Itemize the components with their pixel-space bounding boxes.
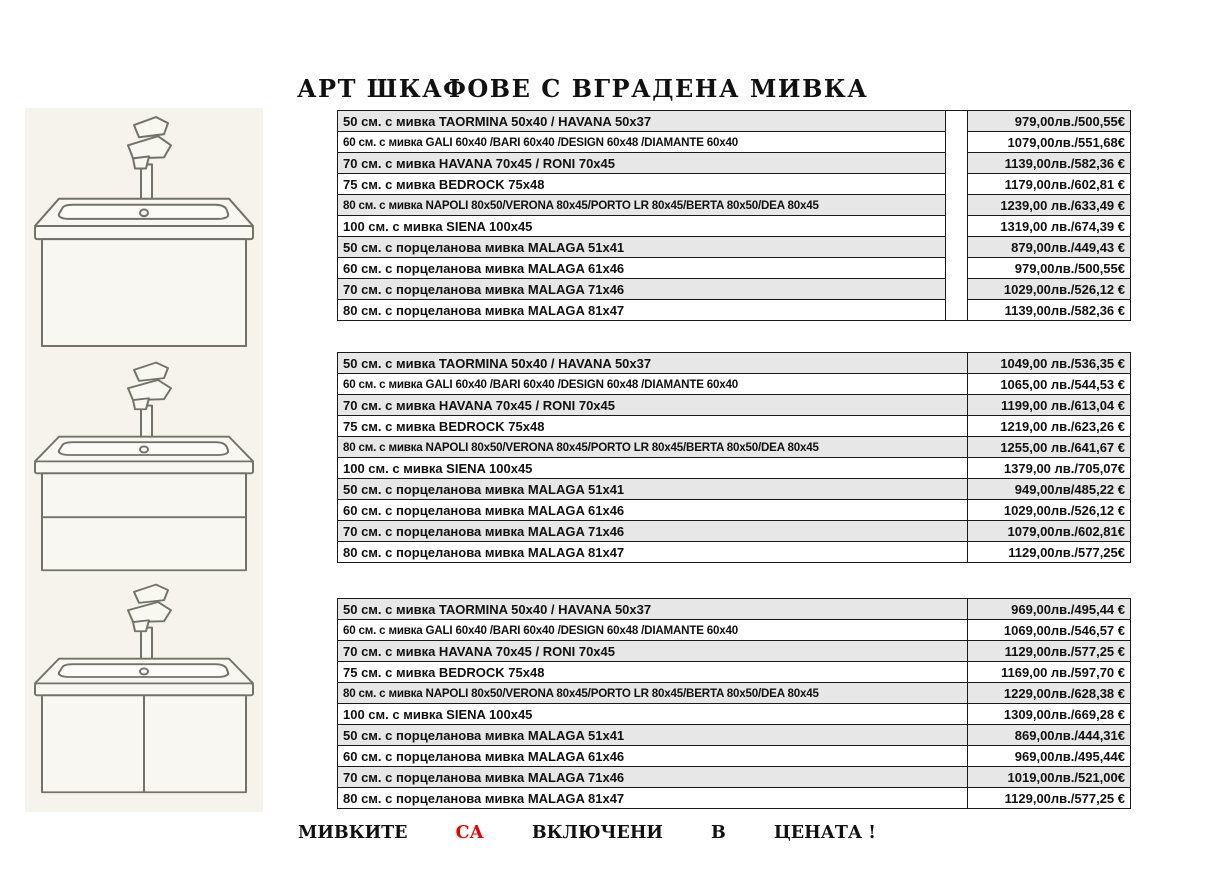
product-label: 80 см. с порцеланова мивка MALAGA 81x47 <box>338 300 968 321</box>
vanity-single-front-illustration <box>25 112 263 349</box>
price-value: 1139,00лв./582,36 € <box>968 300 1131 321</box>
price-value: 969,00лв./495,44€ <box>968 746 1131 767</box>
price-table-wrapper-two-doors <box>337 598 1131 809</box>
product-label: 50 см. с мивка TAORMINA 50x40 / HAVANA 50x37 <box>338 353 968 374</box>
product-label: 80 см. с порцеланова мивка MALAGA 81x47 <box>338 542 968 563</box>
table-row <box>338 237 1131 258</box>
table-row <box>338 353 1131 374</box>
product-label: 60 см. с мивка GALI 60x40 /BARI 60x40 /DESIGN 60x48 /DIAMANTE 60x40 <box>338 132 968 153</box>
price-table-single-front <box>337 110 1131 321</box>
product-label: 80 см. с порцеланова мивка MALAGA 81x47 <box>338 788 968 809</box>
footer-word: В <box>711 823 726 843</box>
price-value: 1199,00 лв./613,04 € <box>968 395 1131 416</box>
table-row <box>338 662 1131 683</box>
product-label: 75 см. с мивка BEDROCK 75x48 <box>338 662 968 683</box>
table-row <box>338 704 1131 725</box>
price-value: 1079,00лв./602,81€ <box>968 521 1131 542</box>
product-label: 70 см. с мивка HAVANA 70x45 / RONI 70x45 <box>338 395 968 416</box>
product-label: 50 см. с порцеланова мивка MALAGA 51x41 <box>338 479 968 500</box>
table-row <box>338 500 1131 521</box>
product-label: 70 см. с порцеланова мивка MALAGA 71x46 <box>338 521 968 542</box>
price-value: 1139,00лв./582,36 € <box>968 153 1131 174</box>
price-value: 969,00лв./495,44 € <box>968 599 1131 620</box>
table-row <box>338 174 1131 195</box>
price-value: 949,00лв/485,22 € <box>968 479 1131 500</box>
price-value: 869,00лв./444,31€ <box>968 725 1131 746</box>
table-row <box>338 111 1131 132</box>
product-label: 70 см. с порцеланова мивка MALAGA 71x46 <box>338 279 968 300</box>
footer-word: ВКЛЮЧЕНИ <box>531 823 663 843</box>
vanity-two-drawers-illustration <box>25 358 263 573</box>
table-row <box>338 479 1131 500</box>
table-row <box>338 746 1131 767</box>
footer-word: МИВКИТЕ <box>298 823 408 843</box>
product-label: 60 см. с порцеланова мивка MALAGA 61x46 <box>338 746 968 767</box>
table-row <box>338 599 1131 620</box>
price-value: 1029,00лв./526,12 € <box>968 500 1131 521</box>
price-table-wrapper-single-front <box>337 110 1131 321</box>
product-label: 75 см. с мивка BEDROCK 75x48 <box>338 174 968 195</box>
price-value: 1309,00лв./669,28 € <box>968 704 1131 725</box>
price-value: 1079,00лв./551,68€ <box>968 132 1131 153</box>
table-row <box>338 641 1131 662</box>
price-value: 979,00лв./500,55€ <box>968 111 1131 132</box>
price-value: 1065,00 лв./544,53 € <box>968 374 1131 395</box>
table-row <box>338 258 1131 279</box>
table-row <box>338 725 1131 746</box>
table-row <box>338 542 1131 563</box>
price-value: 1169,00 лв./597,70 € <box>968 662 1131 683</box>
footer-word-highlighted: СА <box>455 823 484 843</box>
product-label: 70 см. с мивка HAVANA 70x45 / RONI 70x45 <box>338 641 968 662</box>
table-row <box>338 153 1131 174</box>
table-row <box>338 788 1131 809</box>
table-row <box>338 395 1131 416</box>
product-label: 60 см. с порцеланова мивка MALAGA 61x46 <box>338 258 968 279</box>
price-table-two-doors <box>337 598 1131 809</box>
table-row <box>338 437 1131 458</box>
price-value: 1229,00лв./628,38 € <box>968 683 1131 704</box>
price-value: 1179,00лв./602,81 € <box>968 174 1131 195</box>
product-label: 100 см. с мивка SIENA 100x45 <box>338 216 968 237</box>
column-spacer <box>945 111 967 320</box>
product-label: 70 см. с мивка HAVANA 70x45 / RONI 70x45 <box>338 153 968 174</box>
price-value: 879,00лв./449,43 € <box>968 237 1131 258</box>
table-row <box>338 767 1131 788</box>
product-label: 100 см. с мивка SIENA 100x45 <box>338 704 968 725</box>
price-table-two-drawers <box>337 352 1131 563</box>
table-row <box>338 300 1131 321</box>
page-title: АРТ ШКАФОВЕ С ВГРАДЕНА МИВКА <box>297 74 869 103</box>
table-row <box>338 216 1131 237</box>
table-row <box>338 374 1131 395</box>
product-label: 50 см. с порцеланова мивка MALAGA 51x41 <box>338 725 968 746</box>
price-value: 1069,00лв./546,57 € <box>968 620 1131 641</box>
table-row <box>338 458 1131 479</box>
product-label: 60 см. с порцеланова мивка MALAGA 61x46 <box>338 500 968 521</box>
product-label: 80 см. с мивка NAPOLI 80x50/VERONA 80x45/PORTO LR 80x45/BERTA 80x50/DEA 80x45 <box>338 195 968 216</box>
price-value: 1129,00лв./577,25 € <box>968 641 1131 662</box>
price-value: 1255,00 лв./641,67 € <box>968 437 1131 458</box>
table-row <box>338 620 1131 641</box>
product-label: 80 см. с мивка NAPOLI 80x50/VERONA 80x45/PORTO LR 80x45/BERTA 80x50/DEA 80x45 <box>338 683 968 704</box>
table-row <box>338 195 1131 216</box>
price-value: 1319,00 лв./674,39 € <box>968 216 1131 237</box>
table-row <box>338 132 1131 153</box>
price-value: 1379,00 лв./705,07€ <box>968 458 1131 479</box>
price-value: 1219,00 лв./623,26 € <box>968 416 1131 437</box>
table-row <box>338 416 1131 437</box>
product-label: 80 см. с мивка NAPOLI 80x50/VERONA 80x45/PORTO LR 80x45/BERTA 80x50/DEA 80x45 <box>338 437 968 458</box>
table-row <box>338 279 1131 300</box>
product-label: 50 см. с порцеланова мивка MALAGA 51x41 <box>338 237 968 258</box>
product-label: 60 см. с мивка GALI 60x40 /BARI 60x40 /DESIGN 60x48 /DIAMANTE 60x40 <box>338 374 968 395</box>
vanity-two-doors-illustration <box>25 580 263 795</box>
price-value: 979,00лв./500,55€ <box>968 258 1131 279</box>
price-table-wrapper-two-drawers <box>337 352 1131 563</box>
product-label: 50 см. с мивка TAORMINA 50x40 / HAVANA 50x37 <box>338 111 968 132</box>
price-value: 1049,00 лв./536,35 € <box>968 353 1131 374</box>
product-label: 60 см. с мивка GALI 60x40 /BARI 60x40 /DESIGN 60x48 /DIAMANTE 60x40 <box>338 620 968 641</box>
price-value: 1239,00 лв./633,49 € <box>968 195 1131 216</box>
price-value: 1019,00лв./521,00€ <box>968 767 1131 788</box>
footer-note <box>298 823 876 843</box>
price-value: 1029,00лв./526,12 € <box>968 279 1131 300</box>
footer-word: ЦЕНАТА ! <box>773 823 876 843</box>
price-value: 1129,00лв./577,25€ <box>968 542 1131 563</box>
table-row <box>338 521 1131 542</box>
product-label: 75 см. с мивка BEDROCK 75x48 <box>338 416 968 437</box>
cabinet-illustrations-panel <box>25 108 263 812</box>
price-value: 1129,00лв./577,25 € <box>968 788 1131 809</box>
table-row <box>338 683 1131 704</box>
product-label: 70 см. с порцеланова мивка MALAGA 71x46 <box>338 767 968 788</box>
product-label: 50 см. с мивка TAORMINA 50x40 / HAVANA 50x37 <box>338 599 968 620</box>
product-label: 100 см. с мивка SIENA 100x45 <box>338 458 968 479</box>
